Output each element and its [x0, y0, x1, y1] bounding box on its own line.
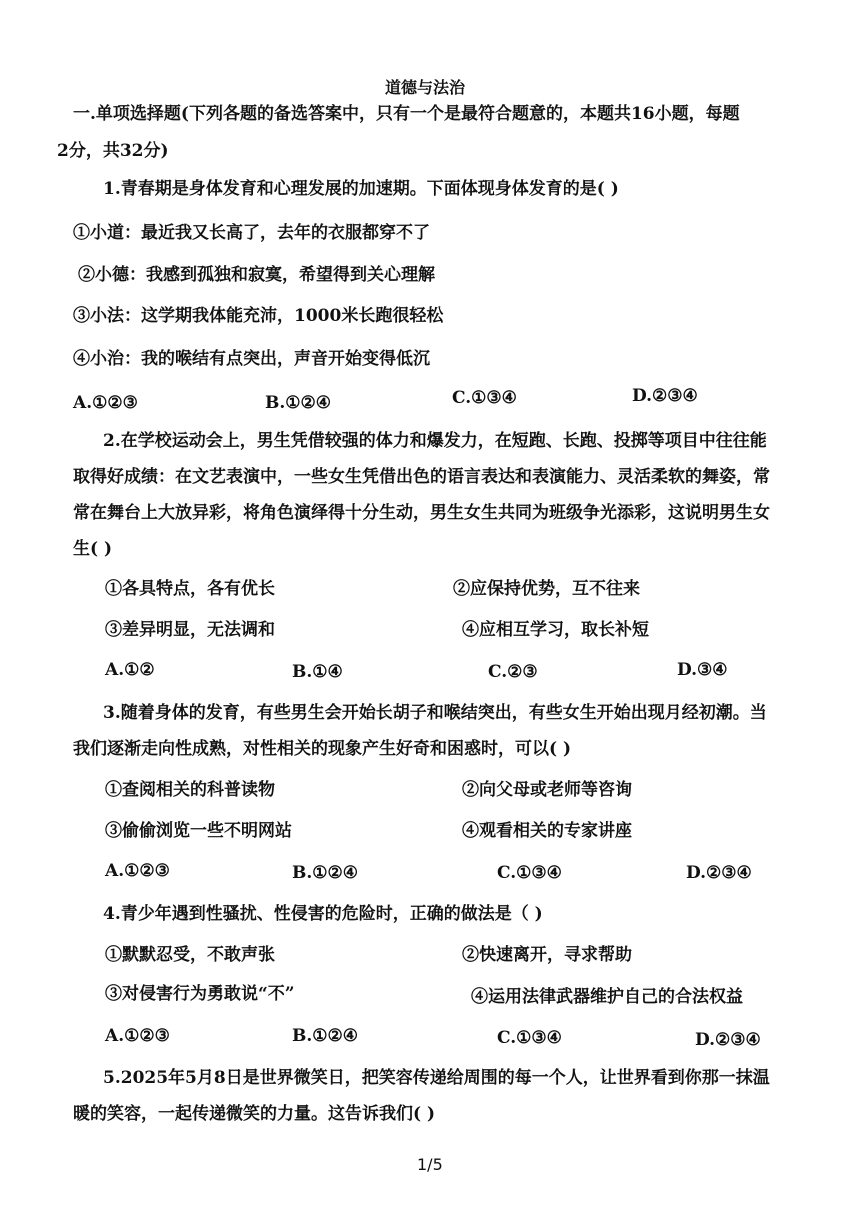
question-3-option-a: A.①②③ [105, 861, 170, 881]
question-2-option-b: B.①④ [292, 662, 343, 682]
question-4-option-c: C.①③④ [497, 1028, 562, 1048]
question-3-statement-3: ③偷偷浏览一些不明网站 [105, 821, 292, 841]
question-4-statement-2: ②快速离开，寻求帮助 [462, 945, 632, 965]
question-3-option-c: C.①③④ [497, 863, 562, 883]
question-4-option-a: A.①②③ [105, 1026, 170, 1046]
question-1-statement-2: ②小德：我感到孤独和寂寞，希望得到关心理解 [78, 265, 435, 285]
question-1-option-a: A.①②③ [73, 393, 138, 413]
question-3-option-d: D.②③④ [686, 863, 752, 883]
question-2-statement-1: ①各具特点，各有优长 [105, 579, 275, 599]
question-2-statement-3: ③差异明显，无法调和 [105, 620, 275, 640]
question-2-option-a: A.①② [105, 660, 155, 680]
question-1-statement-1: ①小道：最近我又长高了，去年的衣服都穿不了 [73, 223, 430, 243]
question-4-option-d: D.②③④ [695, 1030, 761, 1050]
question-3-option-b: B.①②④ [292, 863, 359, 883]
question-1-stem: 1.青春期是身体发育和心理发展的加速期。下面体现身体发育的是( ) [103, 179, 619, 199]
question-1-option-b: B.①②④ [265, 393, 332, 413]
question-1-statement-4: ④小治：我的喉结有点突出，声音开始变得低沉 [73, 349, 430, 369]
question-5-stem-line-1: 5.2025年5月8日是世界微笑日，把笑容传递给周围的每一个人，让世界看到你那一抹温 [103, 1068, 770, 1088]
question-1-option-d: D.②③④ [632, 386, 698, 406]
question-2-stem-line-2: 取得好成绩：在文艺表演中，一些女生凭借出色的语言表达和表演能力、灵活柔软的舞姿，常 [73, 467, 770, 487]
question-1-statement-3: ③小法：这学期我体能充沛，1000米长跑很轻松 [73, 306, 444, 326]
section-heading-line-2: 2分，共32分) [57, 141, 169, 161]
question-3-stem-line-1: 3.随着身体的发育，有些男生会开始长胡子和喉结突出，有些女生开始出现月经初潮。当 [103, 703, 767, 723]
question-3-statement-2: ②向父母或老师等咨询 [462, 780, 632, 800]
question-4-stem: 4.青少年遇到性骚扰、性侵害的危险时，正确的做法是（ ) [103, 904, 543, 924]
question-2-stem-line-4: 生( ) [73, 539, 113, 559]
question-2-option-d: D.③④ [677, 660, 728, 680]
section-heading-line-1: 一.单项选择题(下列各题的备选答案中，只有一个是最符合题意的，本题共16小题，每题 [73, 104, 740, 124]
question-2-statement-4: ④应相互学习，取长补短 [462, 620, 649, 640]
question-5-stem-line-2: 暖的笑容，一起传递微笑的力量。这告诉我们( ) [73, 1104, 436, 1124]
question-2-stem-line-3: 常在舞台上大放异彩，将角色演绎得十分生动，男生女生共同为班级争光添彩，这说明男生女 [73, 503, 770, 523]
question-3-stem-line-2: 我们逐渐走向性成熟，对性相关的现象产生好奇和困惑时，可以( ) [73, 739, 572, 759]
question-4-statement-3: ③对侵害行为勇敢说“不” [105, 984, 295, 1004]
question-4-statement-1: ①默默忍受，不敢声张 [105, 945, 275, 965]
question-3-statement-4: ④观看相关的专家讲座 [462, 821, 632, 841]
question-4-statement-4: ④运用法律武器维护自己的合法权益 [471, 987, 743, 1007]
page-title: 道德与法治 [385, 78, 466, 97]
question-2-statement-2: ②应保持优势，互不往来 [453, 579, 640, 599]
question-1-option-c: C.①③④ [452, 388, 517, 408]
question-2-stem-line-1: 2.在学校运动会上，男生凭借较强的体力和爆发力，在短跑、长跑、投掷等项目中往往能 [103, 431, 767, 451]
page-number: 1/5 [417, 1155, 443, 1174]
question-3-statement-1: ①查阅相关的科普读物 [105, 780, 275, 800]
question-2-option-c: C.②③ [488, 662, 538, 682]
question-4-option-b: B.①②④ [292, 1026, 359, 1046]
